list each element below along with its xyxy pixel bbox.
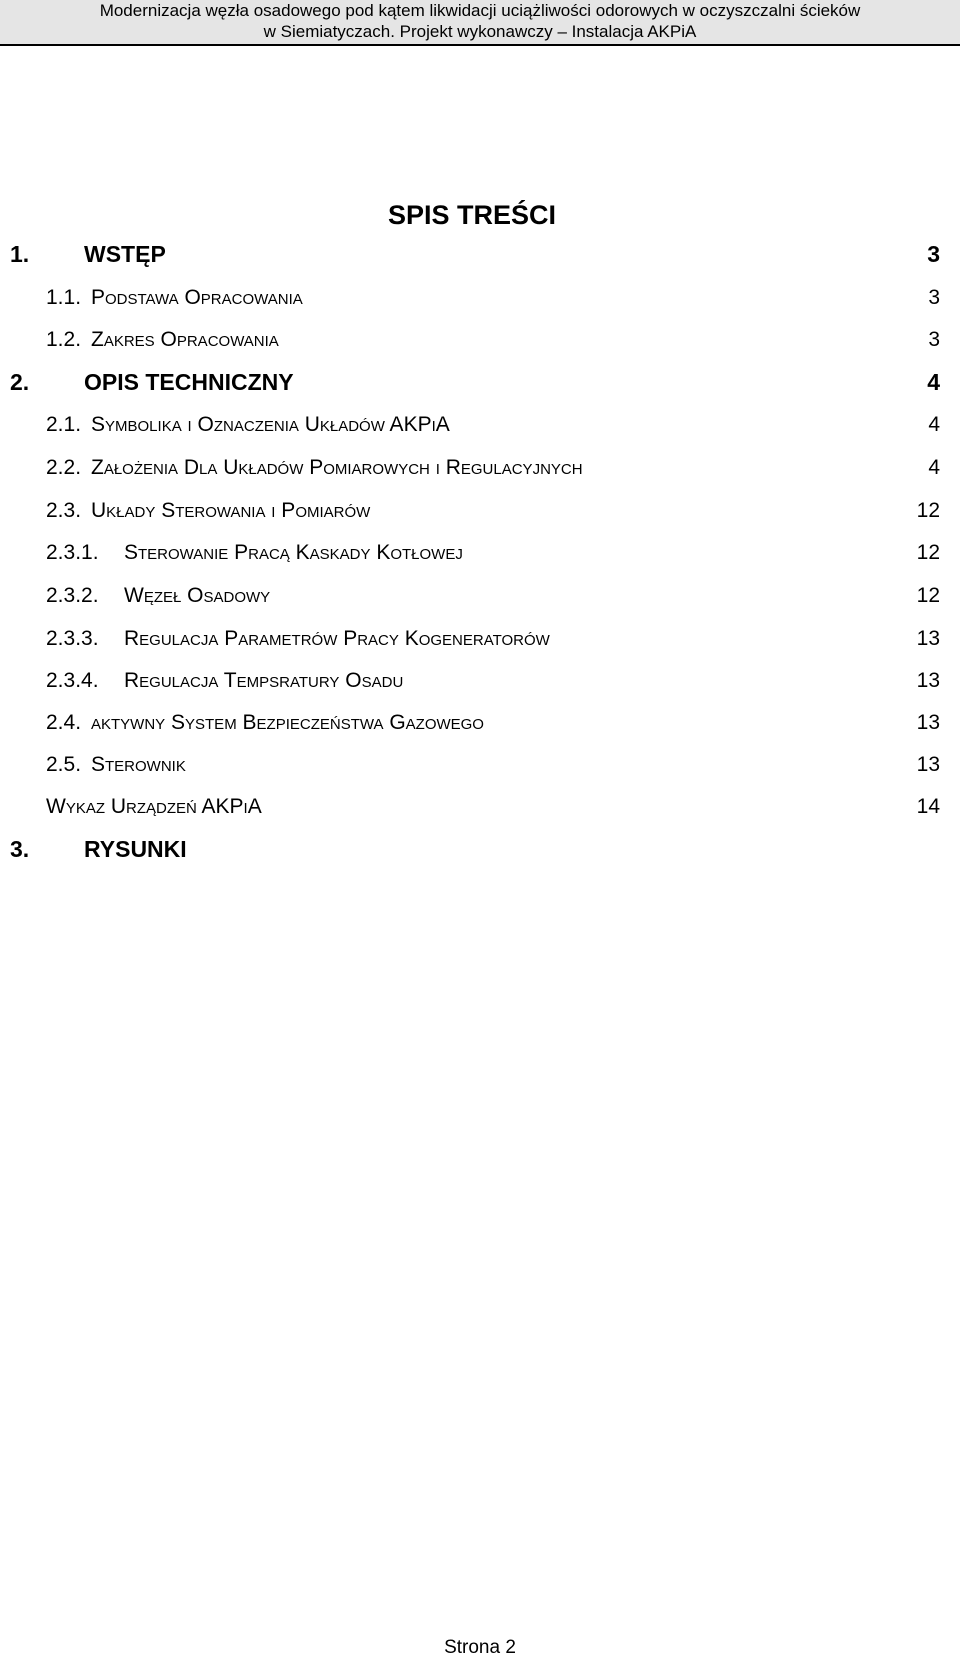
toc-entry-number: 3. <box>10 836 30 862</box>
toc-entry-number: 2.4. <box>46 711 82 734</box>
toc-entry[interactable] <box>0 499 960 539</box>
toc-entry-page: 3 <box>927 241 940 267</box>
toc-entry-number: 2.5. <box>46 753 82 776</box>
toc-entry-title: Zakres Opracowania <box>91 328 279 351</box>
toc-entry-number: 2.3.4. <box>46 669 99 692</box>
toc-entry-number: 1.1. <box>46 286 82 309</box>
toc-entry[interactable] <box>0 753 960 793</box>
toc-entry-page: 4 <box>928 413 940 436</box>
toc-entry[interactable] <box>0 541 960 581</box>
toc-entry-title: Sterowanie Pracą Kaskady Kotłowej <box>124 541 463 564</box>
toc-entry-title: aktywny System Bezpieczeństwa Gazowego <box>91 711 484 734</box>
toc-entry-title: RYSUNKI <box>84 836 187 862</box>
toc-entry-number: 2.3.3. <box>46 627 99 650</box>
toc-entry[interactable] <box>0 456 960 496</box>
toc-entry-number: 1. <box>10 241 30 267</box>
toc-entry-title: WSTĘP <box>84 241 166 267</box>
toc-entry-number: 2.3.2. <box>46 584 99 607</box>
toc-entry[interactable] <box>0 413 960 453</box>
toc-entry[interactable] <box>0 795 960 835</box>
toc-title: SPIS TREŚCI <box>388 200 557 230</box>
toc-entry[interactable] <box>0 286 960 326</box>
toc-entry[interactable] <box>0 369 960 409</box>
document-header <box>0 0 960 46</box>
toc-entry[interactable] <box>0 711 960 751</box>
toc-entry-number: 2. <box>10 369 30 395</box>
toc-entry-title: Założenia Dla Układów Pomiarowych i Regulacyjnych <box>91 456 583 479</box>
toc-entry-title: Układy Sterowania i Pomiarów <box>91 499 371 522</box>
toc-entry[interactable] <box>0 627 960 667</box>
header-line-2: w Siemiatyczach. Projekt wykonawczy – Instalacja AKPiA <box>263 22 697 41</box>
toc-entry-title: Regulacja Parametrów Pracy Kogeneratorów <box>124 627 550 650</box>
toc-entry-title: Sterownik <box>91 753 186 776</box>
toc-entry[interactable] <box>0 328 960 368</box>
toc-entry-page: 4 <box>928 456 940 479</box>
toc-entry-number: 2.2. <box>46 456 82 479</box>
toc-entry-page: 13 <box>916 711 940 734</box>
toc-entry[interactable] <box>0 669 960 709</box>
header-line-1: Modernizacja węzła osadowego pod kątem likwidacji uciążliwości odorowych w oczyszczalni ścieków <box>99 1 861 20</box>
toc-entry-page: 12 <box>916 499 940 522</box>
toc-entry-number: 2.3.1. <box>46 541 99 564</box>
toc-entry-title: Węzeł Osadowy <box>124 584 271 607</box>
toc-entry-page: 13 <box>916 669 940 692</box>
toc-entry-page: 13 <box>916 753 940 776</box>
page-number: Strona 2 <box>444 1637 516 1658</box>
toc-entry-page: 3 <box>928 286 940 309</box>
toc-entry-title: Symbolika i Oznaczenia Układów AKPiA <box>91 413 450 436</box>
toc-entry-number: 1.2. <box>46 328 82 351</box>
toc-entry-title: OPIS TECHNICZNY <box>84 369 294 395</box>
toc-entry-page: 3 <box>928 328 940 351</box>
toc-entry-title: Regulacja Tempsratury Osadu <box>124 669 404 692</box>
toc-entry[interactable] <box>0 584 960 624</box>
toc-entry-title: Wykaz Urządzeń AKPiA <box>46 795 262 818</box>
toc-entry-number: 2.3. <box>46 499 82 522</box>
toc-entry-page: 12 <box>916 541 940 564</box>
toc-entry-page: 12 <box>916 584 940 607</box>
toc-entry-number: 2.1. <box>46 413 82 436</box>
toc-entry-title: Podstawa Opracowania <box>91 286 303 309</box>
toc-entry[interactable] <box>0 836 960 876</box>
toc-entry[interactable] <box>0 241 960 281</box>
toc-entry-page: 4 <box>927 369 940 395</box>
toc-entry-page: 13 <box>916 627 940 650</box>
toc-entry-page: 14 <box>916 795 940 818</box>
